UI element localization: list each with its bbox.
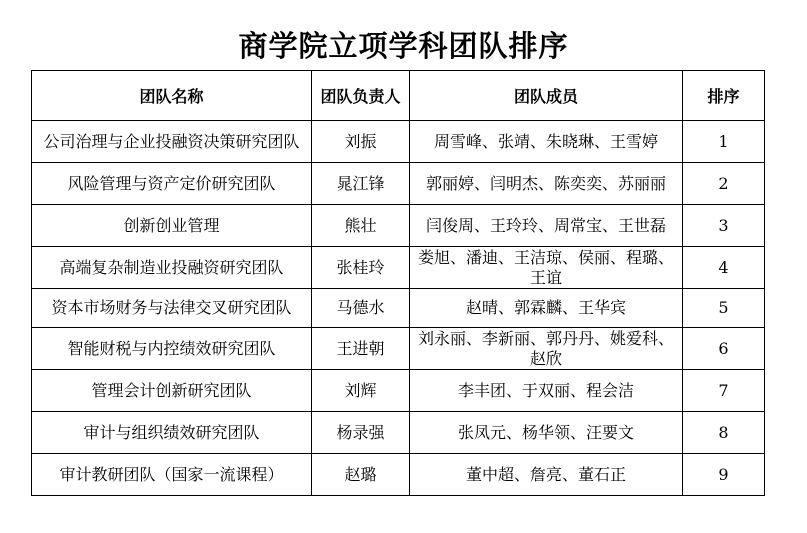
rank-cell: 3 <box>683 205 765 247</box>
rank-cell: 2 <box>683 163 765 205</box>
team-members-cell: 周雪峰、张靖、朱晓琳、王雪婷 <box>410 121 683 163</box>
table-row <box>32 247 765 289</box>
table-row <box>32 370 765 412</box>
team-ranking-table <box>31 70 765 496</box>
rank-cell: 6 <box>683 328 765 370</box>
team-name-cell: 创新创业管理 <box>32 205 312 247</box>
team-leader-cell: 刘振 <box>312 121 410 163</box>
team-leader-cell: 王进朝 <box>312 328 410 370</box>
team-name-cell: 审计教研团队（国家一流课程） <box>32 454 312 496</box>
table-row <box>32 205 765 247</box>
team-members-cell: 刘永丽、李新丽、郭丹丹、姚爱科、赵欣 <box>410 328 683 370</box>
table-row <box>32 328 765 370</box>
table-row <box>32 412 765 454</box>
rank-cell: 4 <box>683 247 765 289</box>
team-name-cell: 公司治理与企业投融资决策研究团队 <box>32 121 312 163</box>
team-members-cell: 郭丽婷、闫明杰、陈奕奕、苏丽丽 <box>410 163 683 205</box>
team-leader-cell: 张桂玲 <box>312 247 410 289</box>
rank-cell: 9 <box>683 454 765 496</box>
team-members-cell: 董中超、詹亮、董石正 <box>410 454 683 496</box>
team-leader-cell: 刘辉 <box>312 370 410 412</box>
team-leader-cell: 晁江锋 <box>312 163 410 205</box>
team-name-cell: 资本市场财务与法律交叉研究团队 <box>32 289 312 328</box>
team-members-cell: 闫俊周、王玲玲、周常宝、王世磊 <box>410 205 683 247</box>
team-members-cell: 赵晴、郭霖麟、王华宾 <box>410 289 683 328</box>
header-team-leader: 团队负责人 <box>312 71 410 121</box>
rank-cell: 7 <box>683 370 765 412</box>
header-team-members: 团队成员 <box>410 71 683 121</box>
team-members-cell: 李丰团、于双丽、程会洁 <box>410 370 683 412</box>
team-name-cell: 高端复杂制造业投融资研究团队 <box>32 247 312 289</box>
table-row <box>32 454 765 496</box>
table-row <box>32 121 765 163</box>
team-leader-cell: 杨录强 <box>312 412 410 454</box>
table-header-row <box>32 71 765 121</box>
team-members-cell: 张凤元、杨华领、汪要文 <box>410 412 683 454</box>
team-leader-cell: 赵璐 <box>312 454 410 496</box>
rank-cell: 1 <box>683 121 765 163</box>
rank-cell: 8 <box>683 412 765 454</box>
team-name-cell: 管理会计创新研究团队 <box>32 370 312 412</box>
rank-cell: 5 <box>683 289 765 328</box>
table-row <box>32 163 765 205</box>
header-rank: 排序 <box>683 71 765 121</box>
team-leader-cell: 马德水 <box>312 289 410 328</box>
team-leader-cell: 熊壮 <box>312 205 410 247</box>
team-members-cell: 娄旭、潘迪、王洁琼、侯丽、程璐、王谊 <box>410 247 683 289</box>
page-title: 商学院立项学科团队排序 <box>238 29 569 63</box>
table-row <box>32 289 765 328</box>
team-name-cell: 风险管理与资产定价研究团队 <box>32 163 312 205</box>
team-name-cell: 审计与组织绩效研究团队 <box>32 412 312 454</box>
team-name-cell: 智能财税与内控绩效研究团队 <box>32 328 312 370</box>
header-team-name: 团队名称 <box>32 71 312 121</box>
